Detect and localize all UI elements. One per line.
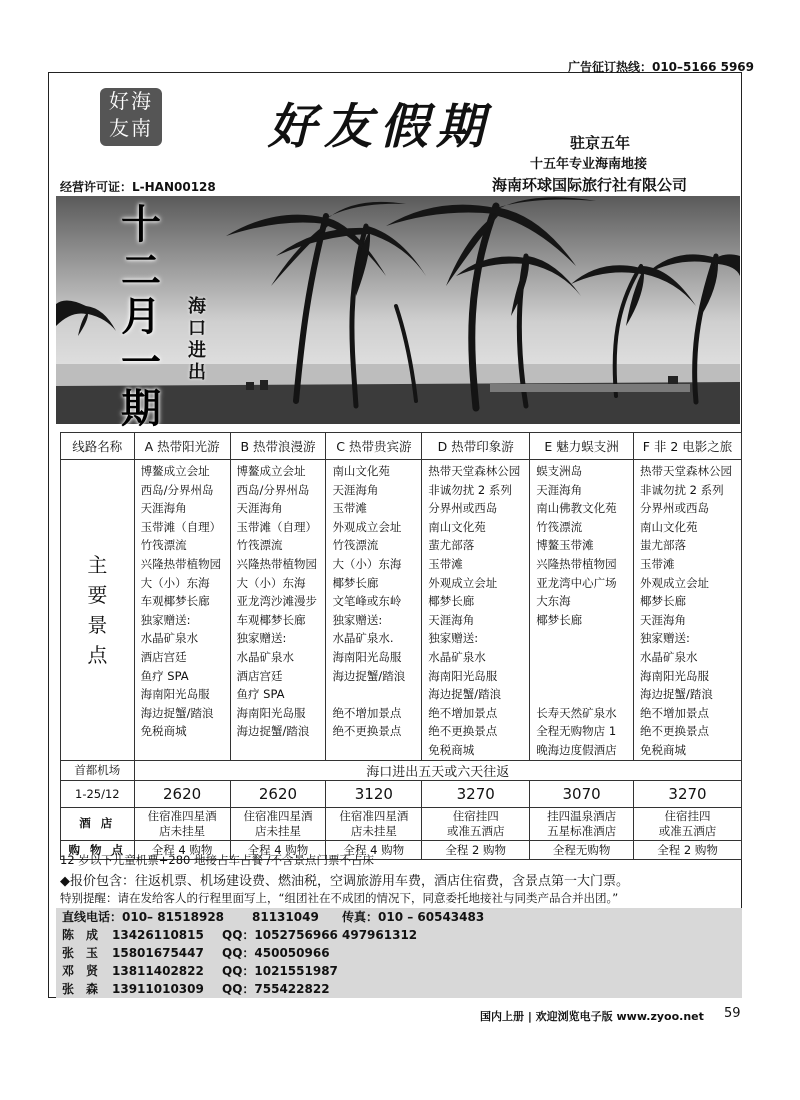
attraction-list — [530, 460, 634, 761]
slogan-2: 十五年专业海南地接 — [530, 157, 648, 172]
attraction-item: 玉带滩（自理） — [140, 519, 222, 534]
attraction-item: 鱼疗 SPA — [140, 668, 189, 683]
shopping-info: 全程 2 购物 — [422, 840, 530, 859]
departure-label: 首都机场 — [61, 760, 135, 780]
hotel-line: 住宿准四星酒 — [147, 808, 217, 823]
attraction-item: 海南阳光岛服 — [236, 705, 306, 720]
attraction-item: 亚龙湾沙滩漫步 — [236, 594, 318, 609]
contact-phone: 13911010309 — [112, 982, 204, 996]
route-name: A 热带阳光游 — [134, 433, 230, 460]
route-name: E 魅力蜈支洲 — [530, 433, 634, 460]
attraction-item: 海边捉蟹/踏浪 — [236, 724, 310, 739]
contact-phone: 15801675447 — [112, 946, 204, 960]
route-price: 3070 — [530, 780, 634, 807]
hotel-info — [134, 807, 230, 840]
attraction-item: 绝不更换景点 — [428, 724, 498, 739]
contact-name: 张 森 — [62, 982, 99, 996]
table-row — [61, 433, 742, 460]
attraction-item: 非诚勿扰 2 系列 — [640, 482, 724, 497]
attraction-item: 南山佛教文化苑 — [536, 501, 617, 516]
attraction-item: 天涯海角 — [236, 501, 283, 516]
attraction-item: 绝不增加景点 — [640, 705, 710, 720]
contact-name: 张 玉 — [62, 946, 99, 960]
issue-period — [116, 202, 166, 432]
attraction-item: 独家赠送: — [428, 631, 479, 646]
attraction-item: 绝不更换景点 — [332, 724, 402, 739]
attraction-item: 兴隆热带植物园 — [140, 556, 222, 571]
attraction-list — [326, 460, 422, 761]
period-char: 二 — [121, 247, 161, 294]
contact-phone: 13426110815 — [112, 928, 204, 942]
attraction-item — [536, 648, 633, 667]
attraction-item: 大东海 — [536, 594, 571, 609]
attraction-item: 玉带滩 — [428, 556, 463, 571]
contact-row — [62, 962, 742, 980]
child-fare-note: 12 岁以下儿童机票+280 地接占车占餐 /不含景点门票不占床 — [60, 853, 375, 867]
attraction-item: 独家赠送: — [236, 631, 287, 646]
attraction-item: 外观成立会址 — [640, 575, 710, 590]
attraction-item: 亚龙湾中心广场 — [536, 575, 617, 590]
hotel-line: 或准五酒店 — [658, 823, 717, 838]
hotel-info — [634, 807, 742, 840]
attraction-item: 分界州或西岛 — [428, 501, 498, 516]
hotline-number: 直线电话：010– 81518928 — [62, 910, 225, 924]
attraction-item: 热带天堂森林公园 — [428, 464, 521, 478]
port-char: 出 — [188, 362, 206, 383]
contact-row — [62, 926, 742, 944]
attraction-item: 车观椰梦长廊 — [236, 612, 306, 627]
attraction-item: 博鳌成立会址 — [140, 464, 210, 478]
table-row — [61, 460, 742, 761]
attraction-item: 水晶矿泉水 — [140, 631, 199, 646]
attraction-item: 竹筏漂流 — [536, 519, 583, 534]
attraction-item: 兴隆热带植物园 — [536, 556, 617, 571]
attraction-item: 海边捉蟹/踏浪 — [332, 668, 406, 683]
shopping-info: 全程 4 购物 — [326, 840, 422, 859]
attraction-item: 外观成立会址 — [428, 575, 498, 590]
port-char: 海 — [188, 296, 206, 317]
attraction-item: 独家赠送: — [332, 612, 383, 627]
attraction-list — [422, 460, 530, 761]
attraction-item: 玉带滩 — [640, 556, 675, 571]
attraction-item: 绝不增加景点 — [332, 705, 402, 720]
table-row — [61, 780, 742, 807]
attraction-item: 海南阳光岛服 — [332, 649, 402, 664]
attraction-item: 酒店宫廷 — [236, 668, 283, 683]
attraction-item — [536, 667, 633, 686]
attraction-item — [536, 685, 633, 704]
contact-panel — [56, 908, 742, 998]
route-name: F 非 2 电影之旅 — [634, 433, 742, 460]
attractions-char: 要 — [87, 582, 108, 607]
attraction-item: 博鳌玉带滩 — [536, 538, 594, 553]
attraction-item: 水晶矿泉水 — [640, 649, 698, 664]
logo-line-1: 好海 — [109, 89, 153, 113]
route-price: 3120 — [326, 780, 422, 807]
hotel-line: 住宿准四星酒 — [243, 808, 313, 823]
footer-link[interactable]: 国内上册 | 欢迎浏览电子版 www.zyoo.net — [480, 1010, 704, 1023]
contact-qq: QQ：1021551987 — [222, 964, 338, 978]
attraction-item: 西岛/分界州岛 — [236, 482, 310, 497]
attraction-item: 西岛/分界州岛 — [140, 482, 214, 497]
logo-line-2: 友南 — [109, 116, 153, 140]
brand-title: 好友假期 — [268, 99, 493, 155]
shopping-info: 全程 4 购物 — [230, 840, 326, 859]
contact-phone: 13811402822 — [112, 964, 204, 978]
attraction-item: 水晶矿泉水 — [236, 649, 295, 664]
shopping-info: 全程 4 购物 — [134, 840, 230, 859]
ad-hotline: 广告征订热线：010–5166 5969 — [567, 60, 754, 74]
attraction-item: 绝不更换景点 — [640, 724, 710, 739]
route-price: 2620 — [230, 780, 326, 807]
attraction-item: 全程无购物店 1 — [536, 724, 617, 739]
date-range: 1-25/12 — [61, 780, 135, 807]
attraction-item: 晚海边度假酒店 — [536, 742, 617, 757]
attraction-item: 天涯海角 — [332, 482, 379, 497]
attraction-item: 文笔峰或东岭 — [332, 594, 402, 609]
attraction-item: 免税商城 — [428, 742, 475, 757]
attractions-char: 主 — [87, 552, 108, 577]
attraction-item: 海边捉蟹/踏浪 — [428, 687, 502, 702]
attractions-char: 景 — [87, 612, 108, 637]
attraction-item: 椰梦长廊 — [332, 575, 379, 590]
attraction-item: 热带天堂森林公园 — [640, 464, 733, 478]
license-number: 经营许可证：L-HAN00128 — [60, 180, 216, 194]
route-price: 2620 — [134, 780, 230, 807]
period-char: 十 — [121, 201, 161, 248]
contact-name: 邓 贤 — [62, 964, 99, 978]
route-header-label: 线路名称 — [61, 433, 135, 460]
attraction-item: 大（小）东海 — [140, 575, 210, 590]
shopping-label: 购 物 点 — [61, 840, 135, 859]
period-char: 期 — [121, 385, 161, 432]
attraction-item: 海南阳光岛服 — [640, 668, 710, 683]
shopping-info: 全程无购物 — [530, 840, 634, 859]
attraction-item: 玉带滩 — [332, 501, 367, 516]
attraction-item: 大（小）东海 — [236, 575, 306, 590]
hotel-label: 酒 店 — [61, 807, 135, 840]
attraction-item: 海南阳光岛服 — [428, 668, 498, 683]
attraction-item: 海南阳光岛服 — [140, 687, 210, 702]
attraction-item: 玉带滩（自理） — [236, 519, 318, 534]
hotel-line: 或准五酒店 — [446, 823, 505, 838]
attraction-item: 鱼疗 SPA — [236, 687, 285, 702]
hotel-line: 店未挂星 — [254, 823, 301, 838]
attraction-item: 分界州或西岛 — [640, 501, 710, 516]
attraction-item: 绝不增加景点 — [428, 705, 498, 720]
attraction-item: 南山文化苑 — [428, 519, 486, 534]
attraction-item: 车观椰梦长廊 — [140, 594, 210, 609]
departure-info: 海口进出五天或六天往返 — [134, 760, 741, 780]
attraction-item: 免税商城 — [640, 742, 687, 757]
route-price: 3270 — [634, 780, 742, 807]
attraction-item: 天涯海角 — [428, 612, 475, 627]
hotel-line: 五星标准酒店 — [547, 823, 617, 838]
brand-logo — [100, 88, 162, 146]
slogan-1: 驻京五年 — [570, 134, 631, 152]
hotel-line: 住宿挂四 — [664, 808, 711, 823]
attraction-item: 椰梦长廊 — [640, 594, 687, 609]
attraction-item: 博鳌成立会址 — [236, 464, 306, 478]
attraction-item: 海边捉蟹/踏浪 — [140, 705, 214, 720]
attraction-item: 椰梦长廊 — [428, 594, 475, 609]
attraction-item: 天涯海角 — [640, 612, 687, 627]
table-row — [61, 760, 742, 780]
attraction-item: 南山文化苑 — [640, 519, 698, 534]
attraction-item — [536, 629, 633, 648]
attraction-item — [332, 685, 421, 704]
route-name: C 热带贵宾游 — [326, 433, 422, 460]
hotline-number-2: 81131049 — [252, 910, 319, 924]
period-char: 月 — [121, 293, 161, 340]
attraction-list — [634, 460, 742, 761]
attraction-list — [134, 460, 230, 761]
attraction-item: 独家赠送: — [140, 612, 191, 627]
hotel-info — [530, 807, 634, 840]
attraction-item: 兴隆热带植物园 — [236, 556, 318, 571]
attraction-item: 非诚勿扰 2 系列 — [428, 482, 512, 497]
contact-row — [62, 944, 742, 962]
route-price-table — [60, 432, 742, 860]
port-label — [184, 296, 210, 384]
attraction-item: 海边捉蟹/踏浪 — [640, 687, 713, 702]
attraction-item: 蚩尤部落 — [640, 538, 687, 553]
hotel-info — [422, 807, 530, 840]
attraction-item: 独家赠送: — [640, 631, 690, 646]
attraction-item: 竹筏漂流 — [332, 538, 379, 553]
port-char: 进 — [188, 340, 206, 361]
route-price: 3270 — [422, 780, 530, 807]
attractions-label — [61, 460, 135, 761]
attraction-item: 外观成立会址 — [332, 519, 402, 534]
period-char: 一 — [121, 339, 161, 386]
attraction-item: 竹筏漂流 — [236, 538, 283, 553]
special-reminder-note: 特别提醒：请在发给客人的行程里面写上，“组团社在不成团的情况下，同意委托地接社与同类产品合并出团。” — [60, 891, 619, 905]
contact-qq: QQ：1052756966 — [222, 928, 338, 942]
contact-qq-2: 497961312 — [342, 928, 418, 942]
attraction-item: 天涯海角 — [536, 482, 583, 497]
hotel-info — [230, 807, 326, 840]
contact-row — [62, 980, 742, 998]
port-char: 口 — [188, 318, 206, 339]
hotel-line: 住宿挂四 — [452, 808, 499, 823]
attractions-char: 点 — [87, 642, 108, 667]
contact-qq: QQ：450050966 — [222, 946, 330, 960]
attraction-item: 水晶矿泉水. — [332, 631, 394, 646]
attraction-item: 大（小）东海 — [332, 556, 402, 571]
route-name: D 热带印象游 — [422, 433, 530, 460]
attraction-item: 蜚尤部落 — [428, 538, 475, 553]
attraction-item: 椰梦长廊 — [536, 612, 583, 627]
hotel-line: 挂四温泉酒店 — [547, 808, 617, 823]
attraction-list — [230, 460, 326, 761]
attraction-item: 免税商城 — [140, 724, 187, 739]
attraction-item: 南山文化苑 — [332, 464, 390, 478]
attraction-item: 竹筏漂流 — [140, 538, 187, 553]
company-name: 海南环球国际旅行社有限公司 — [492, 176, 688, 194]
page-number: 59 — [724, 1006, 741, 1021]
shopping-info: 全程 2 购物 — [634, 840, 742, 859]
contact-hotline-row — [62, 908, 742, 926]
hotel-info — [326, 807, 422, 840]
hotel-line: 店未挂星 — [159, 823, 206, 838]
fax-number: 传真：010 – 60543483 — [342, 910, 485, 924]
attraction-item: 蜈支洲岛 — [536, 464, 583, 478]
hotel-line: 店未挂星 — [350, 823, 397, 838]
contact-name: 陈 成 — [62, 928, 99, 942]
hotel-line: 住宿准四星酒 — [339, 808, 409, 823]
attraction-item: 酒店宫廷 — [140, 649, 187, 664]
contact-qq: QQ：755422822 — [222, 982, 330, 996]
attraction-item: 天涯海角 — [140, 501, 187, 516]
price-includes-note: ◆报价包含：往返机票、机场建设费、燃油税，空调旅游用车费，酒店住宿费，含景点第一大门票。 — [60, 874, 629, 889]
attraction-item: 水晶矿泉水 — [428, 649, 486, 664]
route-name: B 热带浪漫游 — [230, 433, 326, 460]
table-row — [61, 807, 742, 840]
attraction-item: 长寿天然矿泉水 — [536, 705, 617, 720]
